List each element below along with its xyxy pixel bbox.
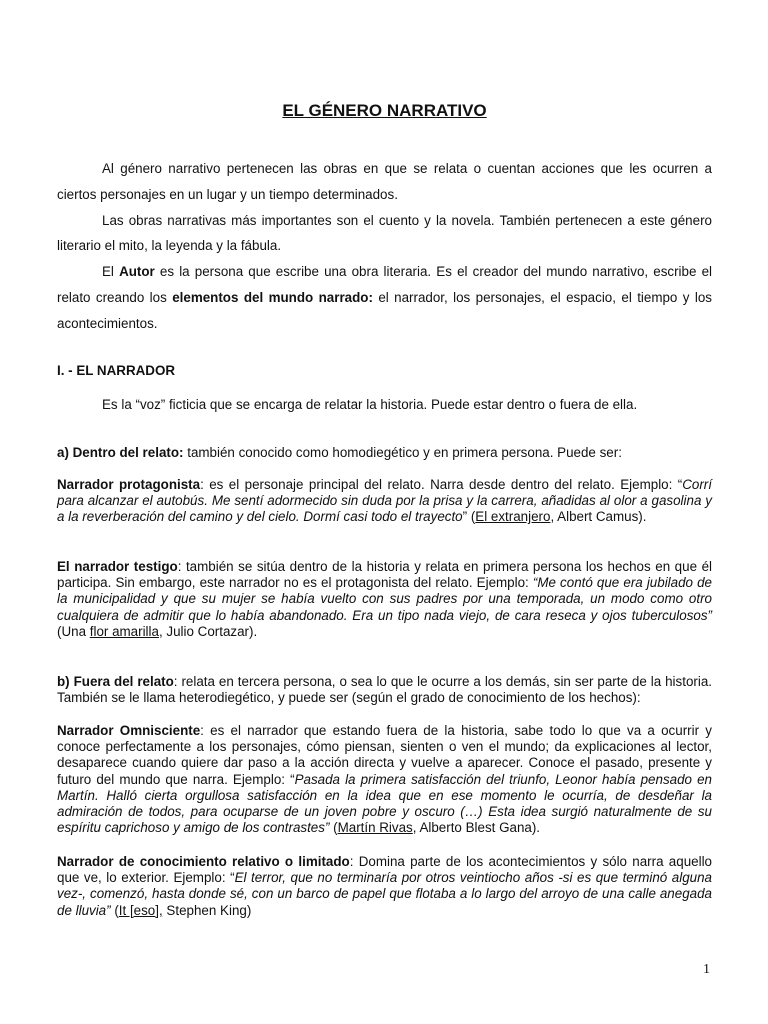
protagonista-author: , Albert Camus). bbox=[550, 509, 647, 525]
intro-paragraph-2: Las obras narrativas más importantes son el cuento y la novela. También pertenecen a este género literario el mito, la leyenda y la fábula. bbox=[57, 212, 712, 254]
autor-term: Autor bbox=[119, 264, 155, 280]
protagonista-after-quote: ” ( bbox=[462, 509, 476, 525]
fuera-label: b) Fuera del relato bbox=[57, 674, 174, 689]
testigo-label: El narrador testigo bbox=[57, 559, 178, 574]
testigo-work: flor amarilla bbox=[89, 623, 159, 639]
section-heading: I. - EL NARRADOR bbox=[57, 363, 176, 378]
protagonista-label: Narrador protagonista bbox=[57, 477, 201, 492]
protagonista-work: El extranjero bbox=[475, 509, 551, 525]
intro-section bbox=[57, 156, 712, 337]
omnisciente-after-quote: ( bbox=[329, 820, 338, 836]
omnisciente-quote: Pasada la primera satisfacción del triunfo, Leonor había pensado en Martín. Halló cierta orgullosa satisfacción en la idea que en ese momento le ocurría, de desdeñar la admiración de todos, para ocuparse de un joven pobre y oscuro (…) Esta idea surgió naturalmente de su espíritu caprichoso y amigo de los contrastes” bbox=[57, 771, 712, 836]
limitado-after-quote: ( bbox=[110, 902, 119, 918]
testigo-quote: “Me contó que era jubilado de la municipalidad y que su mujer se había vuelto con sus padres por una temporada, un modo como otro cualquiera de admitir que lo había abandonado. Era un tipo nada viejo, de cara reseca y ojos tuberculosos” bbox=[57, 575, 713, 623]
protagonista-text: : es el personaje principal del relato. Narra desde dentro del relato. Ejemplo: “ bbox=[200, 477, 683, 492]
limitado-quote: El terror, que no terminaría por otros veintiocho años -si es que terminó alguna vez-, comenzó, hasta donde sé, con un barco de papel que flotaba a lo largo del arroyo de una calle anegada de lluvia” bbox=[57, 870, 712, 918]
omnisciente-text: : es el narrador que estando fuera de la historia, sabe todo lo que va a ocurrir y conoce perfectamente a los personajes, cómo piensan, sienten o ven el mundo; da explicaciones al lector, desaparece cuando quiere dar paso a la acción directa y vuelve a aparecer. Conoce el pasado, presente y futuro del mundo que narra. Ejemplo: “ bbox=[57, 723, 712, 787]
limitado-author: Stephen King) bbox=[162, 902, 252, 918]
protagonista-paragraph bbox=[57, 477, 712, 526]
fuera-paragraph bbox=[57, 674, 712, 706]
page-number: 1 bbox=[703, 962, 710, 977]
fuera-text: : relata en tercera persona, o sea lo que le ocurre a los demás, sin ser parte de la historia. También se le llama heterodiegético, y puede ser (según el grado de conocimiento de los hechos): bbox=[57, 674, 713, 706]
document-title: EL GÉNERO NARRATIVO bbox=[282, 101, 487, 120]
intro-text: es la persona que escribe una obra literaria. Es el creador del mundo narrativo, escribe el relato creando los bbox=[57, 264, 712, 305]
dentro-text: también conocido como homodiegético y en primera persona. Puede ser: bbox=[183, 445, 622, 460]
intro-text: el narrador, los personajes, el espacio, el tiempo y los acontecimientos. bbox=[57, 289, 712, 331]
section-description: Es la “voz” ficticia que se encarga de relatar la historia. Puede estar dentro o fuera de ella. bbox=[102, 397, 638, 412]
omnisciente-author: , Alberto Blest Gana). bbox=[412, 820, 541, 836]
elementos-term: elementos del mundo narrado: bbox=[172, 289, 373, 305]
intro-text: El bbox=[102, 264, 120, 280]
limitado-label: Narrador de conocimiento relativo o limitado bbox=[57, 854, 350, 869]
testigo-text: : también se sitúa dentro de la historia y relata en primera persona los hechos en que él participa. Sin embargo, este narrador no es el protagonista del relato. Ejemplo: bbox=[57, 559, 712, 591]
dentro-label: a) Dentro del relato: bbox=[57, 445, 184, 460]
testigo-paragraph bbox=[57, 559, 712, 640]
testigo-after-quote: (Una bbox=[57, 623, 90, 639]
intro-paragraph-3 bbox=[57, 259, 712, 336]
limitado-work: It [eso], bbox=[118, 902, 163, 918]
omnisciente-paragraph bbox=[57, 723, 712, 836]
limitado-paragraph bbox=[57, 854, 712, 919]
dentro-paragraph bbox=[57, 445, 712, 461]
omnisciente-label: Narrador Omnisciente bbox=[57, 723, 201, 738]
testigo-author: , Julio Cortazar). bbox=[158, 623, 258, 639]
limitado-text: : Domina parte de los acontecimientos y sólo narra aquello que ve, lo exterior. Ejemplo: “ bbox=[57, 854, 712, 886]
omnisciente-work: Martín Rivas bbox=[337, 820, 413, 836]
protagonista-quote: Corrí para alcanzar el autobús. Me sentí adormecido sin duda por la prisa y la carrera, añadidas al olor a gasolina y a la reverberación del camino y del cielo. Dormí casi todo el trayecto bbox=[57, 477, 712, 525]
intro-paragraph-1: Al género narrativo pertenecen las obras en que se relata o cuentan acciones que les ocurren a ciertos personajes en un lugar y un tiempo determinados. bbox=[57, 161, 712, 202]
